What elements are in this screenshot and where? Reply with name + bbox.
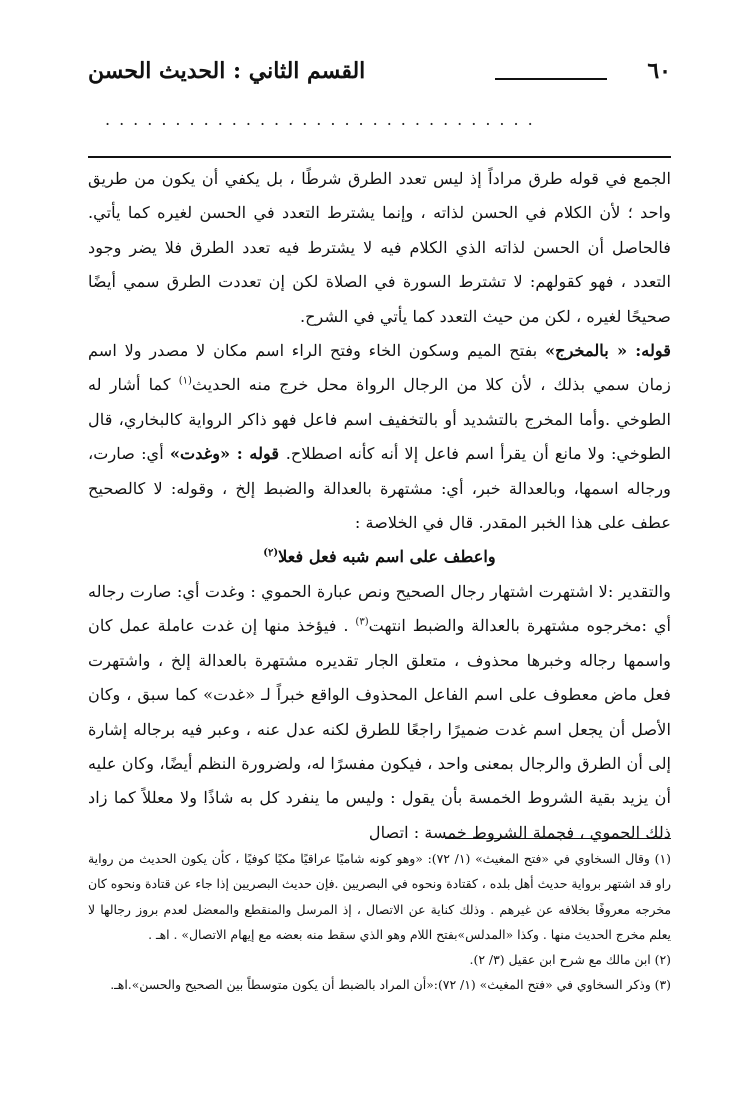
paragraph-3-text-b: . فيؤخذ منها إن غدت عاملة عمل كان واسمها رجاله وخبرها محذوف ، متعلق الجار تقديره مشتهرة بالعدالة إلخ ، واشتهرت فعل ماض معطوف على اسم الفاعل المحذوف الواقع خبراً لـ «غدت» كما سبق ، وكان الأصل أن يجعل اسم غدت ضميرًا راجعًا للطرق لكنه عدل عنه ، وعبر فيه برجاله إشارة إلى أن الطرق والرجال بمعنى واحد ، فيكون مفسرًا له، ولضرورة النظم أيضًا، وكان عليه أن يزيد بقية الشروط الخمسة بأن يقول : وليس ما ينفرد كل به شاذًا ولا معللاً كما زاد ذلك الحموي ، فجملة الشروط خمسة : اتصال — [88, 616, 671, 842]
footnote-1: (١) وقال السخاوي في «فتح المغيث» (١/ ٧٢): «وهو كونه شاميًا عراقيًا مكيًا كوفيًا ، كأن يكون الحديث من رواية راو قد اشتهر برواية حديث أهل بلده ، كقتادة ونحوه في البصريين .فإن حديث البصريين إذا جاء عن قتادة ونحوه كان مخرجه معروفًا بخلافه عن غيرهم . وذلك كناية عن الاتصال ، إذ المرسل والمنقطع والمعضل لعدم بروز رجالها لا يعلم مخرج الحديث منها . وكذا «المدلس»بفتح اللام وهو الذي سقط منه بعضه مع إيهام الاتصال» . اهـ . — [88, 851, 671, 942]
paragraph-3 — [88, 575, 671, 850]
main-text — [88, 162, 671, 850]
lead-term-2: قوله : «وغدت» — [169, 444, 286, 464]
paragraph-3-text-a: والتقدير :لا اشتهرت اشتهار رجال الصحيح ونص عبارة الحموي : وغدت أي: صارت رجاله أي :مخرجوه مشتهرة بالعدالة والضبط انتهت — [88, 581, 672, 636]
paragraph-2-text-c: أي: صارت، ورجاله اسمها، وبالعدالة خبر، أي: مشتهرة بالعدالة والضبط إلخ ، وقوله: لا كالصحيح عطف على هذا الخبر المقدر. قال في الخلاصة : — [88, 444, 671, 533]
footnotes — [88, 846, 671, 998]
header-rule — [495, 78, 607, 80]
separator-dots: ............................... — [105, 110, 542, 129]
footnote-ref-3: (٣) — [355, 616, 369, 628]
running-title: القسم الثاني : الحديث الحسن — [88, 58, 366, 84]
footnote-3: (٣) وذكر السخاوي في «فتح المغيث» (١/ ٧٢):«أن المراد بالضبط أن يكون متوسطاً بين الصحيح والحسن».اهـ. — [110, 977, 671, 993]
verse-line — [88, 540, 671, 574]
footnote-rule — [445, 838, 671, 839]
page-number: ٦٠ — [647, 58, 671, 84]
paragraph-1: الجمع في قوله طرق مراداً إذ ليس تعدد الطرق شرطًا ، بل يكفي أن يكون من طريق واحد ؛ لأن الكلام في الحسن لذاته ، وإنما يشترط التعدد في الحسن لغيره كما يأتي. فالحاصل أن الحسن لذاته الذي الكلام فيه لا يشترط فيه تعدد الطرق فلا يضر وجود التعدد ، فهو كقولهم: لا تشترط السورة في الصلاة لكن إن تعددت الطرق سمي أيضًا صحيحًا لغيره ، لكن من حيث التعدد كما يأتي في الشرح. — [88, 169, 671, 326]
paragraph-2 — [88, 334, 671, 540]
paragraph-2-text-b: كما أشار له الطوخي .وأما المخرج بالتشديد أو بالتخفيف اسم فاعل فهو ذاكر الرواية كالبخاري، قال الطوخي: ولا مانع أن يقرأ اسم فاعل إلا أنه كأنه اصطلاح. — [88, 375, 671, 464]
verse-text: واعطف على اسم شبه فعل فعلا — [278, 547, 496, 567]
footnote-2: (٢) ابن مالك مع شرح ابن عقيل (٣/ ٢). — [469, 952, 671, 968]
paragraph-2-text-a: بفتح الميم وسكون الخاء وفتح الراء اسم مكان لا مصدر ولا اسم زمان سمي بذلك ، لأن كلا من الرجال الرواة محل خرج منه الحديث — [88, 341, 671, 395]
footnote-ref-2: (٢) — [263, 548, 279, 560]
page-header — [88, 58, 671, 92]
footnote-ref-1: (١) — [178, 376, 192, 388]
text-top-rule — [88, 156, 671, 158]
lead-term-1: قوله: « بالمخرج» — [545, 341, 671, 361]
